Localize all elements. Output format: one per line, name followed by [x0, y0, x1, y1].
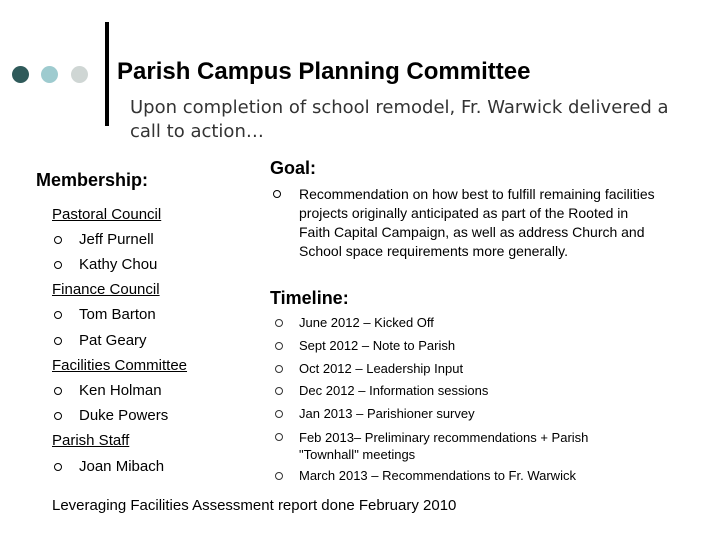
page-subtitle: Upon completion of school remodel, Fr. Warwick delivered a call to action…: [130, 97, 669, 142]
membership-heading: Membership:: [36, 170, 149, 190]
bullet-icon: [275, 342, 283, 350]
header-dot-light: [41, 66, 58, 83]
bullet-icon: [54, 463, 62, 471]
member-item: Jeff Purnell: [79, 231, 154, 248]
bullet-icon: [275, 387, 283, 395]
bullet-icon: [54, 261, 62, 269]
member-item: Duke Powers: [79, 407, 169, 424]
timeline-item: March 2013 – Recommendations to Fr. Warwick: [299, 468, 576, 483]
timeline-item: Sept 2012 – Note to Parish: [299, 338, 456, 353]
bullet-icon: [54, 412, 62, 420]
group-facilities-committee: Facilities Committee: [52, 357, 188, 374]
timeline-item: Jan 2013 – Parishioner survey: [299, 406, 475, 421]
group-pastoral-council: Pastoral Council: [52, 206, 162, 223]
goal-text: Recommendation on how best to fulfill remaining facilities projects originally anticipated as part of the Rooted in Faith Capital Campaign, as well as address Church and School space requirements more generally.: [299, 186, 655, 259]
bullet-icon: [54, 387, 62, 395]
member-item: Joan Mibach: [79, 458, 165, 475]
timeline-item: Oct 2012 – Leadership Input: [299, 361, 464, 376]
bullet-icon: [275, 319, 283, 327]
bullet-icon: [275, 433, 283, 441]
member-item: Ken Holman: [79, 382, 162, 399]
member-item: Tom Barton: [79, 306, 156, 323]
bullet-icon: [54, 337, 62, 345]
bullet-icon: [54, 311, 62, 319]
group-parish-staff: Parish Staff: [52, 432, 130, 449]
timeline-heading: Timeline:: [270, 288, 349, 308]
timeline-item: Feb 2013– Preliminary recommendations + Parish "Townhall" meetings: [299, 430, 589, 462]
header-dot-pale: [71, 66, 88, 83]
header-divider: [105, 22, 109, 126]
bullet-icon: [275, 365, 283, 373]
goal-heading: Goal:: [270, 158, 317, 178]
header-dot-dark: [12, 66, 29, 83]
timeline-item: Dec 2012 – Information sessions: [299, 383, 489, 398]
timeline-item: June 2012 – Kicked Off: [299, 315, 434, 330]
page-title: Parish Campus Planning Committee: [117, 58, 531, 85]
bullet-icon: [54, 236, 62, 244]
bullet-icon: [275, 472, 283, 480]
bullet-icon: [275, 410, 283, 418]
group-finance-council: Finance Council: [52, 281, 160, 298]
footer-note: Leveraging Facilities Assessment report done February 2010: [52, 497, 457, 514]
member-item: Pat Geary: [79, 332, 147, 349]
bullet-icon: [273, 190, 281, 198]
member-item: Kathy Chou: [79, 256, 158, 273]
